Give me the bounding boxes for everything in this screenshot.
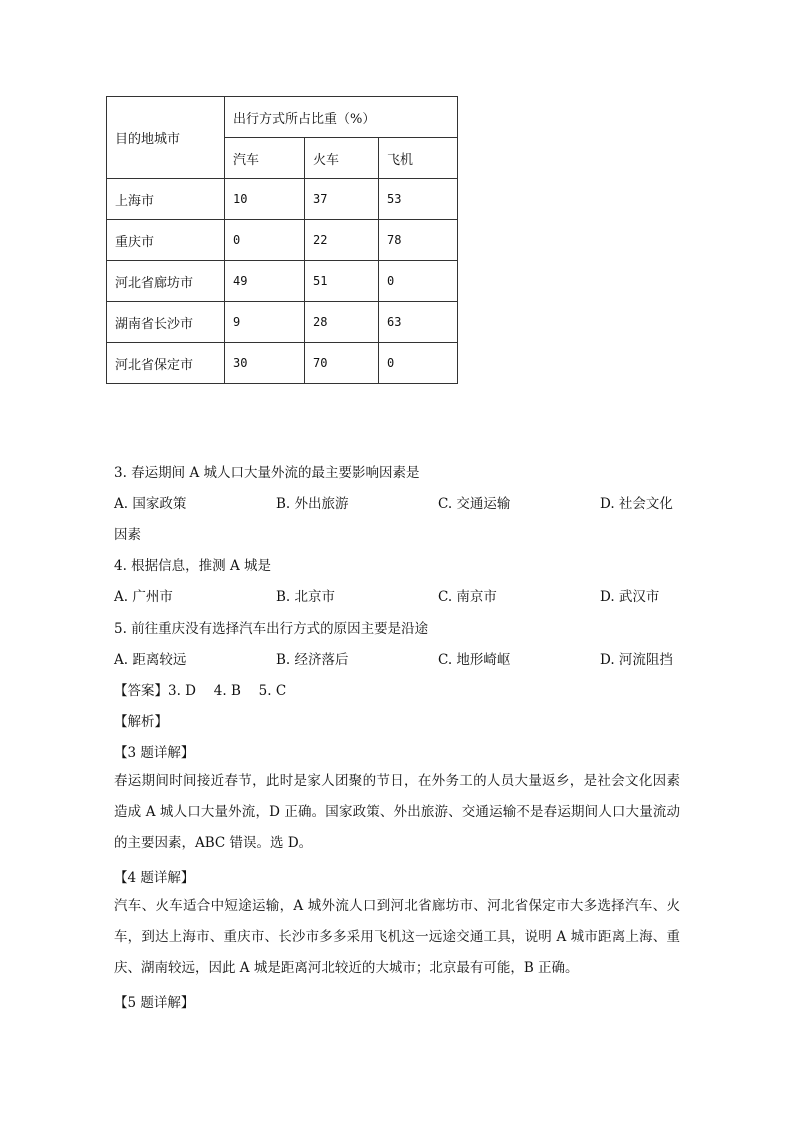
plane-share-cell: 0 xyxy=(379,261,458,302)
car-share-cell: 30 xyxy=(225,343,305,384)
table-row xyxy=(107,302,458,343)
section-5-title: 【5 题详解】 xyxy=(114,995,195,1011)
city-cell: 湖南省长沙市 xyxy=(107,302,225,343)
car-share-cell: 9 xyxy=(225,302,305,343)
table-row xyxy=(107,343,458,384)
question-4-stem: 4. 根据信息，推测 A 城是 xyxy=(114,558,272,574)
car-share-cell: 0 xyxy=(225,220,305,261)
analysis-heading: 【解析】 xyxy=(114,714,168,730)
question-3-option-b: B. 外出旅游 xyxy=(276,496,349,512)
train-share-cell: 37 xyxy=(305,179,379,220)
question-5-stem: 5. 前往重庆没有选择汽车出行方式的原因主要是沿途 xyxy=(114,621,429,637)
train-share-cell: 51 xyxy=(305,261,379,302)
question-4-option-d: D. 武汉市 xyxy=(600,589,660,605)
train-share-cell: 28 xyxy=(305,302,379,343)
question-3-option-d-wrap: 因素 xyxy=(114,527,141,543)
table-row xyxy=(107,220,458,261)
section-4-title: 【4 题详解】 xyxy=(114,870,195,886)
table-header-row xyxy=(107,97,458,138)
question-5-option-b: B. 经济落后 xyxy=(276,652,349,668)
header-train: 火车 xyxy=(305,138,379,179)
question-5-option-d: D. 河流阻挡 xyxy=(600,652,673,668)
header-car: 汽车 xyxy=(225,138,305,179)
question-5-option-a: A. 距离较远 xyxy=(114,652,187,668)
section-3-title: 【3 题详解】 xyxy=(114,745,195,761)
question-4-option-b: B. 北京市 xyxy=(276,589,336,605)
plane-share-cell: 78 xyxy=(379,220,458,261)
header-plane: 飞机 xyxy=(379,138,458,179)
question-3-option-c: C. 交通运输 xyxy=(438,496,511,512)
section-3-text: 春运期间时间接近春节，此时是家人团聚的节日，在外务工的人员大量返乡，是社会文化因素造成 A 城人口大量外流，D 正确。国家政策、外出旅游、交通运输不是春运期间人口大量流动的主要因素，ABC 错误。选 D。 xyxy=(114,773,680,851)
header-travel-share: 出行方式所占比重（%） xyxy=(225,97,458,138)
question-3-stem: 3. 春运期间 A 城人口大量外流的最主要影响因素是 xyxy=(114,465,420,481)
question-4-option-a: A. 广州市 xyxy=(114,589,173,605)
table-row xyxy=(107,261,458,302)
city-cell: 河北省保定市 xyxy=(107,343,225,384)
plane-share-cell: 53 xyxy=(379,179,458,220)
city-cell: 河北省廊坊市 xyxy=(107,261,225,302)
header-destination-city: 目的地城市 xyxy=(107,97,225,179)
plane-share-cell: 63 xyxy=(379,302,458,343)
answer-line: 【答案】3. D 4. B 5. C xyxy=(114,683,287,699)
car-share-cell: 49 xyxy=(225,261,305,302)
section-4-text: 汽车、火车适合中短途运输，A 城外流人口到河北省廊坊市、河北省保定市大多选择汽车、火车，到达上海市、重庆市、长沙市多多采用飞机这一远途交通工具，说明 A 城市距离上海、重庆、湖南较远，因此 A 城是距离河北较近的大城市；北京最有可能，B 正确。 xyxy=(114,898,680,976)
question-3-option-d: D. 社会文化 xyxy=(600,496,673,512)
car-share-cell: 10 xyxy=(225,179,305,220)
train-share-cell: 22 xyxy=(305,220,379,261)
plane-share-cell: 0 xyxy=(379,343,458,384)
table-row xyxy=(107,179,458,220)
question-5-option-c: C. 地形崎岖 xyxy=(438,652,511,668)
city-cell: 重庆市 xyxy=(107,220,225,261)
travel-mode-table xyxy=(106,96,458,384)
city-cell: 上海市 xyxy=(107,179,225,220)
question-3-option-a: A. 国家政策 xyxy=(114,496,187,512)
question-4-option-c: C. 南京市 xyxy=(438,589,497,605)
train-share-cell: 70 xyxy=(305,343,379,384)
